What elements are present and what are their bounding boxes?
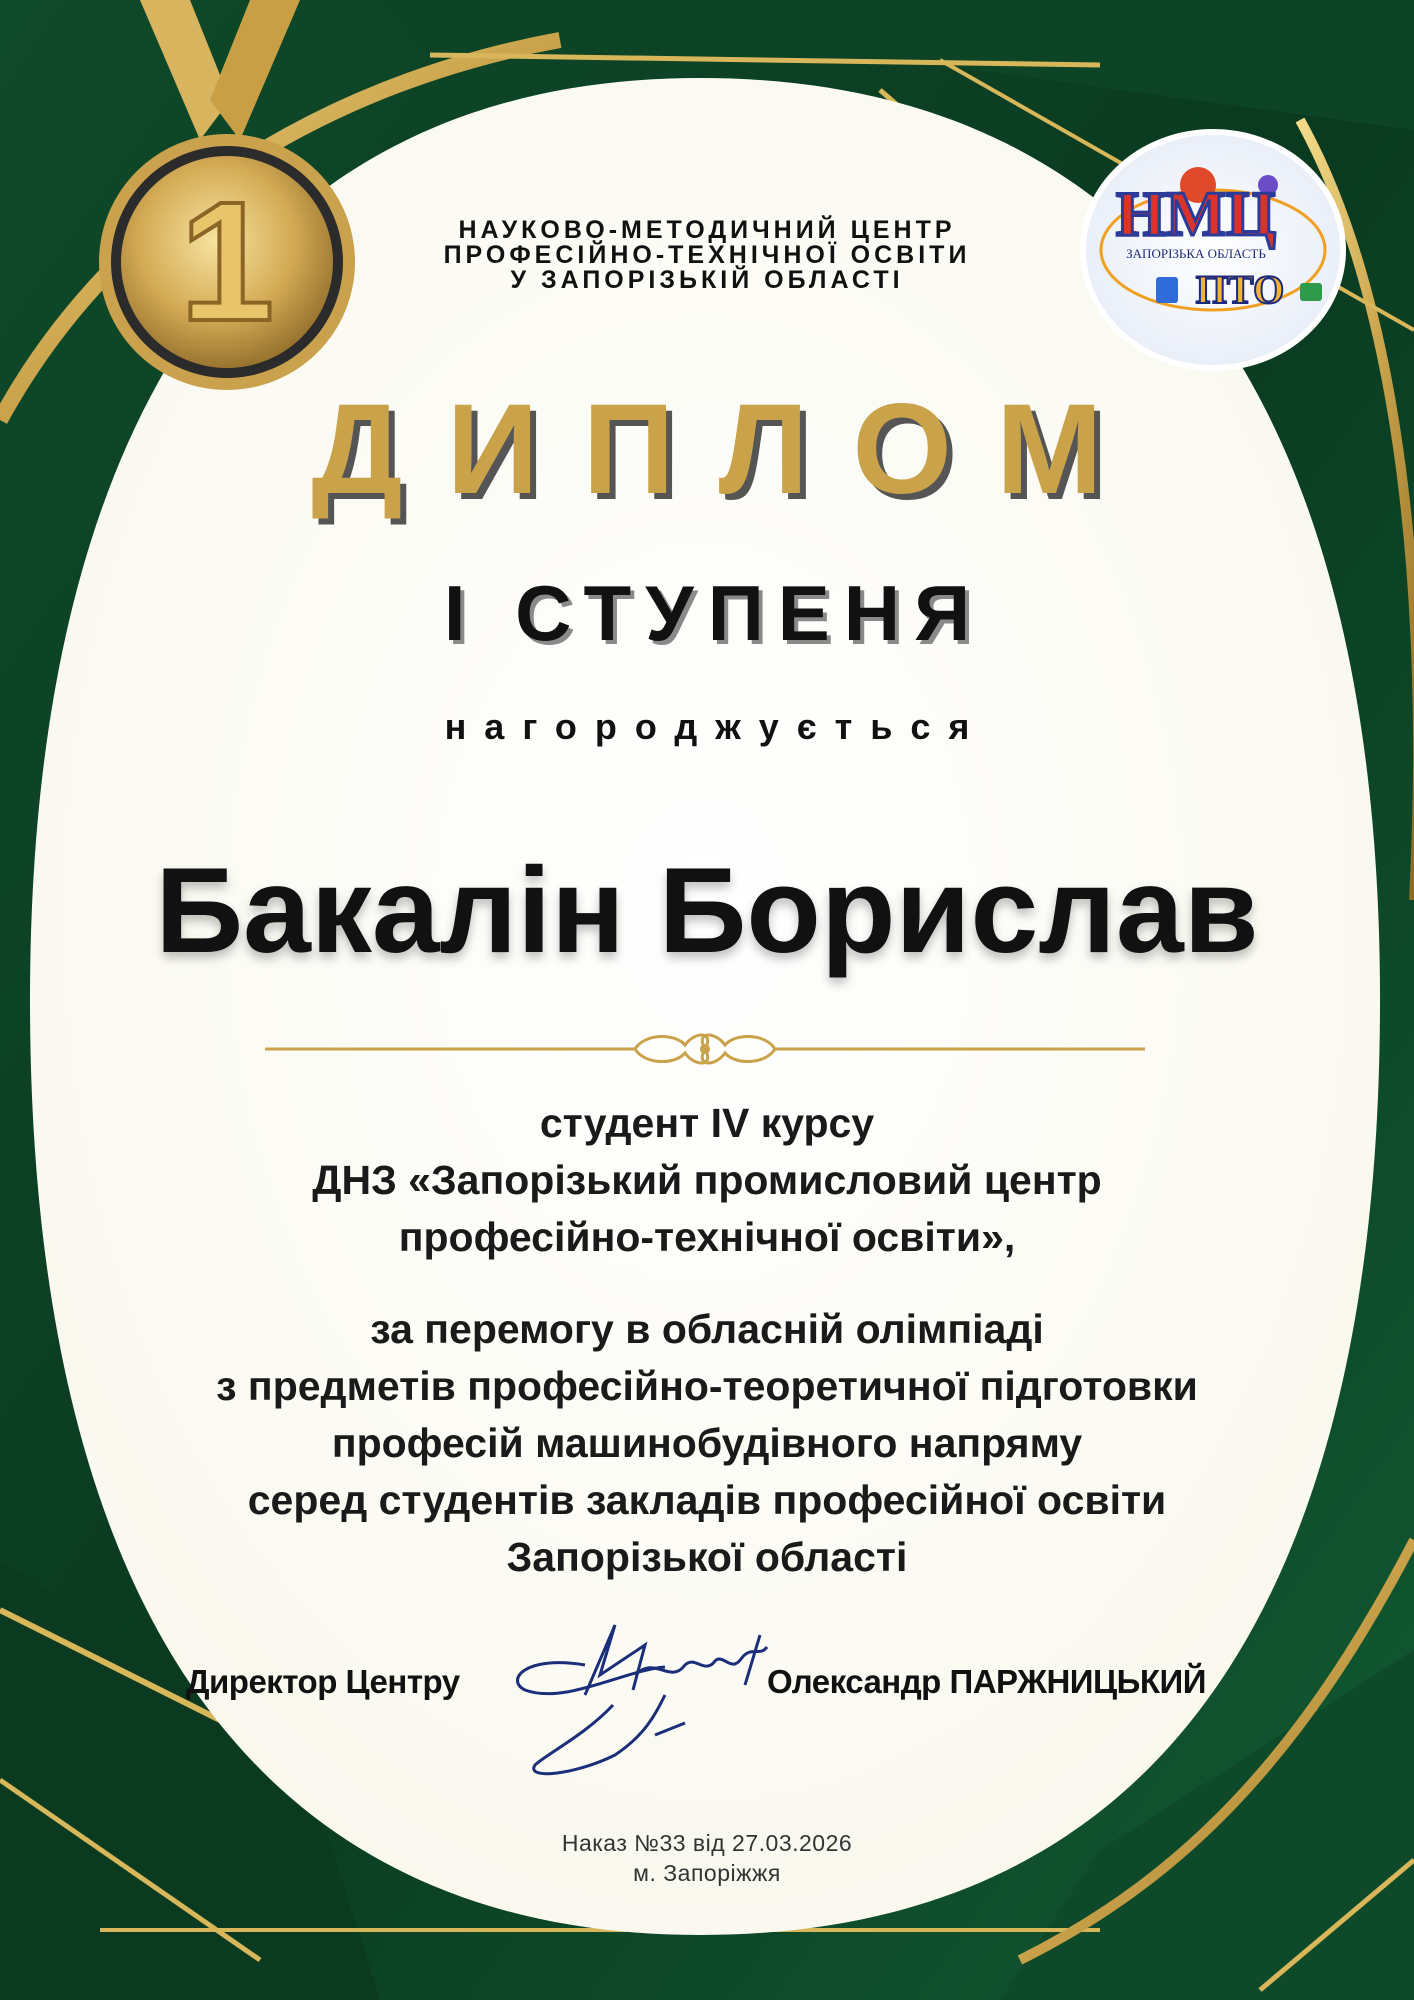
- student-info: [0, 1095, 1414, 1266]
- diploma-title: ДИПЛОМ: [311, 378, 1147, 521]
- gold-medal-icon: [80, 0, 360, 400]
- org-name-line2: ПРОФЕСІЙНО-ТЕХНІЧНОЇ ОСВІТИ: [443, 241, 971, 269]
- award-reason-line2: з предметів професійно-теоретичної підготовки: [216, 1363, 1198, 1409]
- awarded-label: нагороджується: [444, 706, 988, 747]
- svg-text:ЗАПОРІЗЬКА ОБЛАСТЬ: ЗАПОРІЗЬКА ОБЛАСТЬ: [1126, 246, 1266, 261]
- order-number: Наказ №33 від 27.03.2026: [561, 1830, 853, 1856]
- svg-text:ПТО: ПТО: [1195, 267, 1285, 312]
- diploma-degree: І СТУПЕНЯ: [443, 569, 985, 657]
- student-info-line2: ДНЗ «Запорізький промисловий центр: [312, 1157, 1102, 1203]
- award-reason-line3: професій машинобудівного напряму: [331, 1420, 1083, 1466]
- svg-text:1: 1: [179, 167, 275, 357]
- organization-name: [0, 218, 1414, 293]
- award-reason: [0, 1301, 1414, 1586]
- student-info-line1: студент ІV курсу: [539, 1100, 875, 1146]
- award-reason-line1: за перемогу в обласній олімпіаді: [370, 1306, 1044, 1352]
- handwritten-signature: [505, 1595, 775, 1785]
- award-reason-line5: Запорізької області: [506, 1534, 908, 1580]
- ornament-divider: [265, 1023, 1145, 1073]
- org-name-line3: У ЗАПОРІЗЬКІЙ ОБЛАСТІ: [510, 266, 904, 294]
- order-info: [0, 1828, 1414, 1888]
- issue-city: м. Запоріжжя: [633, 1860, 781, 1886]
- award-reason-line4: серед студентів закладів професійної освіти: [247, 1477, 1167, 1523]
- recipient-name: Бакалін Борислав: [155, 842, 1259, 978]
- svg-text:НМЦ: НМЦ: [1116, 178, 1276, 249]
- org-name-line1: НАУКОВО-МЕТОДИЧНИЙ ЦЕНТР: [458, 216, 956, 244]
- student-info-line3: професійно-технічної освіти»,: [398, 1214, 1016, 1260]
- signatory-position: Директор Центру: [186, 1663, 460, 1700]
- signatory-name: Олександр ПАРЖНИЦЬКИЙ: [767, 1663, 1206, 1700]
